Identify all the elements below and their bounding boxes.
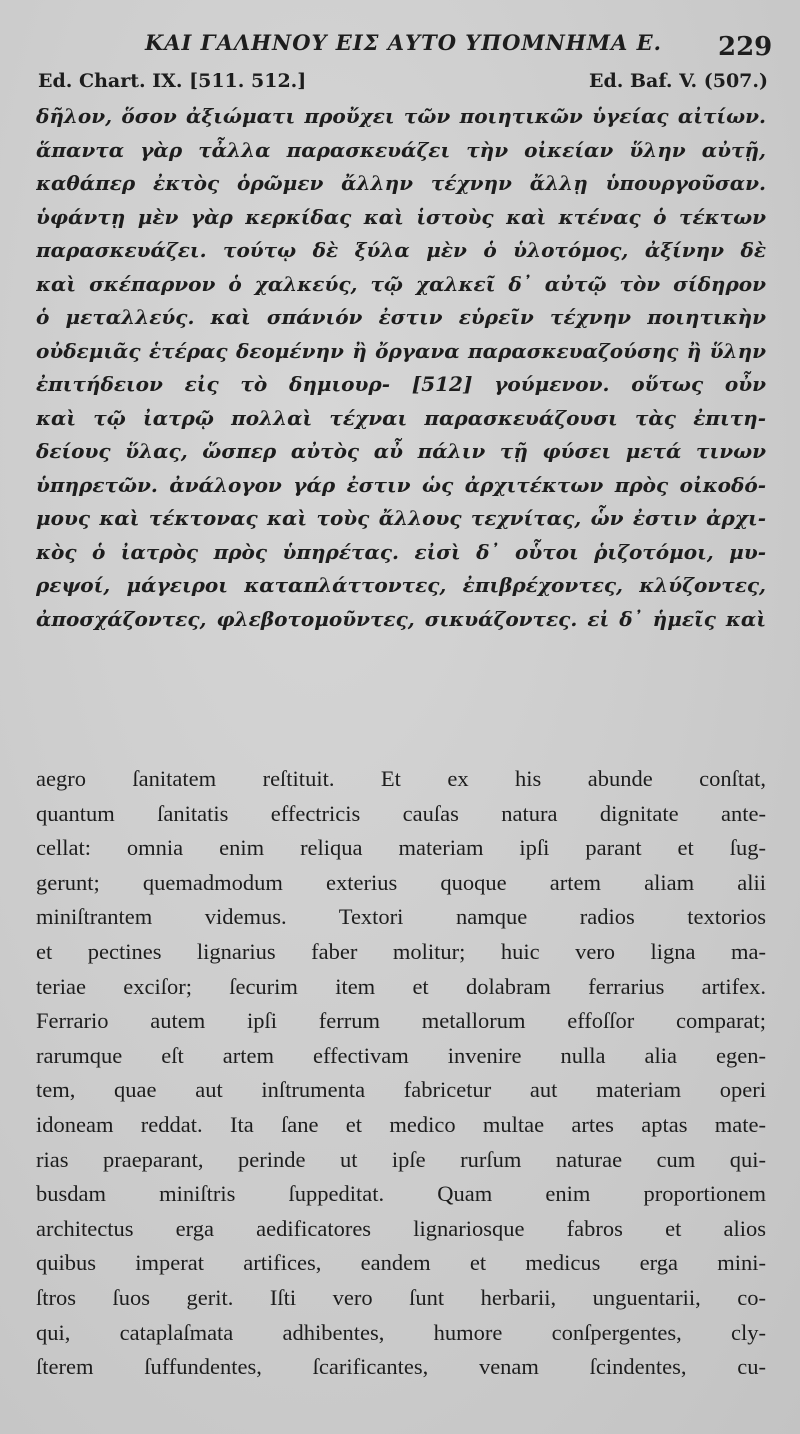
latin-line: quibus imperat artifices, eandem et medicus erga mini- xyxy=(36,1250,766,1276)
greek-line: καὶ τῷ ἰατρῷ πολλαὶ τέχναι παρασκευάζουσι τὰς ἐπιτη- xyxy=(36,405,766,430)
latin-line: qui, cataplaſmata adhibentes, humore conſpergentes, cly- xyxy=(36,1319,766,1345)
latin-line: idoneam reddat. Ita ſane et medico multae artes aptas mate- xyxy=(36,1111,766,1137)
greek-line: ρεψοί, μάγειροι καταπλάττοντες, ἐπιβρέχοντες, κλύζοντες, xyxy=(36,573,766,597)
greek-line: ἅπαντα γὰρ τἆλλα παρασκευάζει τὴν οἰκείαν ὕλην αὐτῇ, xyxy=(36,137,766,162)
greek-line: ὁ μεταλλεύς. καὶ σπάνιόν ἐστιν εὑρεῖν τέχνην ποιητικὴν xyxy=(36,305,766,329)
latin-line: gerunt; quemadmodum exterius quoque artem aliam alii xyxy=(36,869,766,895)
greek-line: μους καὶ τέκτονας καὶ τοὺς ἄλλους τεχνίτας, ὧν ἐστιν ἀρχι- xyxy=(36,506,766,530)
edition-chartier-reference: Ed. Chart. IX. [511. 512.] xyxy=(38,70,307,92)
latin-line: quantum ſanitatis effectricis cauſas natura dignitate ante- xyxy=(36,800,766,826)
latin-line: teriae exciſor; ſecurim item et dolabram ferrarius artifex. xyxy=(36,973,766,999)
latin-line: ſtros ſuos gerit. Iſti vero ſunt herbarii, unguentarii, co- xyxy=(36,1284,766,1310)
greek-line: ὑπηρετῶν. ἀνάλογον γάρ ἐστιν ὡς ἀρχιτέκτων πρὸς οἰκοδό- xyxy=(36,472,766,497)
latin-text-block xyxy=(36,762,766,1385)
greek-line: οὐδεμιᾶς ἑτέρας δεομένην ἢ ὄργανα παρασκευαζούσης ἢ ὕλην xyxy=(36,338,766,363)
running-title: ΚΑΙ ΓΑΛΗΝΟΥ ΕΙΣ ΑΥΤΟ ΥΠΟΜΝΗΜΑ Ε. xyxy=(145,30,662,55)
greek-text-block xyxy=(36,100,766,636)
greek-line: ἐπιτήδειον εἰς τὸ δημιουρ- [512] γούμενον. οὕτως οὖν xyxy=(36,372,766,396)
latin-line: ſterem ſuffundentes, ſcarificantes, venam ſcindentes, cu- xyxy=(36,1354,766,1380)
greek-line: παρασκευάζει. τούτῳ δὲ ξύλα μὲν ὁ ὑλοτόμος, ἀξίνην δὲ xyxy=(36,238,766,262)
latin-line: cellat: omnia enim reliqua materiam ipſi parant et ſug- xyxy=(36,835,766,861)
edition-reference-line xyxy=(38,70,768,96)
latin-line: Ferrario autem ipſi ferrum metallorum effoſſor comparat; xyxy=(36,1008,766,1034)
page-header xyxy=(0,30,800,70)
latin-line: rias praeparant, perinde ut ipſe rurſum naturae cum qui- xyxy=(36,1146,766,1172)
latin-line: et pectines lignarius faber molitur; huic vero ligna ma- xyxy=(36,938,766,964)
latin-line: rarumque eſt artem effectivam invenire nulla alia egen- xyxy=(36,1042,766,1068)
greek-line: δείους ὕλας, ὥσπερ αὐτὸς αὖ πάλιν τῇ φύσει μετά τινων xyxy=(36,439,766,463)
latin-line: aegro ſanitatem reſtituit. Et ex his abunde conſtat, xyxy=(36,766,766,791)
page-number: 229 xyxy=(718,32,773,62)
edition-basel-reference: Ed. Baf. V. (507.) xyxy=(589,70,768,92)
latin-line: tem, quae aut inſtrumenta fabricetur aut materiam operi xyxy=(36,1077,766,1103)
greek-line: ὑφάντῃ μὲν γὰρ κερκίδας καὶ ἱστοὺς καὶ κτένας ὁ τέκτων xyxy=(36,204,766,229)
greek-line: δῆλον, ὅσον ἀξιώματι προὔχει τῶν ποιητικῶν ὑγείας αἰτίων. xyxy=(36,104,766,128)
greek-line: ἀποσχάζοντες, φλεβοτομοῦντες, σικυάζοντες. εἰ δ᾽ ἡμεῖς καὶ xyxy=(36,606,766,631)
latin-line: busdam miniſtris ſuppeditat. Quam enim proportionem xyxy=(36,1181,766,1207)
greek-line: κὸς ὁ ἰατρὸς πρὸς ὑπηρέτας. εἰσὶ δ᾽ οὗτοι ῥιζοτόμοι, μυ- xyxy=(36,539,766,564)
greek-line: καὶ σκέπαρνον ὁ χαλκεύς, τῷ χαλκεῖ δ᾽ αὐτῷ τὸν σίδηρον xyxy=(36,271,766,296)
latin-line: architectus erga aedificatores lignariosque fabros et alios xyxy=(36,1215,766,1241)
latin-line: miniſtrantem videmus. Textori namque radios textorios xyxy=(36,904,766,930)
greek-line: καθάπερ ἐκτὸς ὁρῶμεν ἄλλην τέχνην ἄλλῃ ὑπουργοῦσαν. xyxy=(36,171,766,195)
